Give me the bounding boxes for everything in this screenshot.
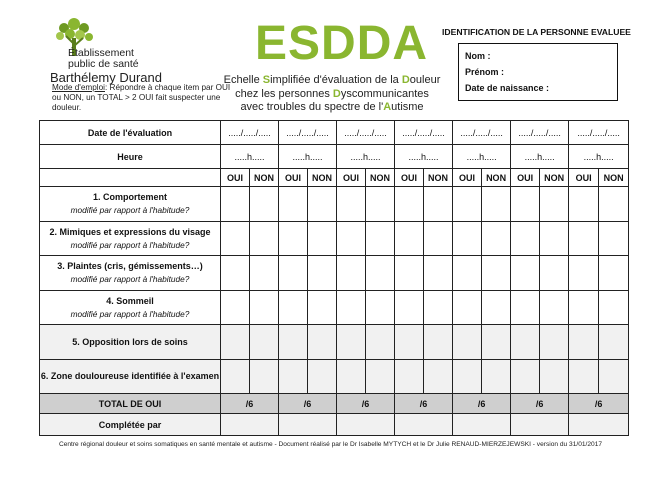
non-checkbox-cell[interactable]: [599, 187, 629, 222]
oui-header: OUI: [569, 169, 599, 187]
oui-checkbox-cell[interactable]: [569, 325, 599, 360]
non-header: NON: [424, 169, 453, 187]
instructions-text: : Répondre à chaque item par OUI ou NON, un TOTAL > 2 OUI fait suspecter une douleur.: [52, 83, 231, 112]
completee-row: [40, 414, 629, 436]
logo-name: Barthélemy Durand: [50, 70, 162, 85]
prenom-field[interactable]: Prénom :: [465, 67, 505, 77]
total-cell[interactable]: /6: [511, 394, 569, 414]
total-cell[interactable]: /6: [221, 394, 279, 414]
subtitle: [222, 74, 442, 115]
non-checkbox-cell[interactable]: [540, 256, 569, 291]
oui-header: OUI: [221, 169, 250, 187]
oui-header: OUI: [395, 169, 424, 187]
non-checkbox-cell[interactable]: [424, 325, 453, 360]
nom-field[interactable]: Nom :: [465, 51, 491, 61]
non-checkbox-cell[interactable]: [540, 325, 569, 360]
subtitle-line3: avec troubles du spectre de l'Autisme: [240, 101, 424, 113]
oui-checkbox-cell[interactable]: [337, 359, 366, 394]
completee-cell[interactable]: [511, 414, 569, 436]
item-label: [40, 187, 221, 222]
item-title: 5. Opposition lors de soins: [72, 336, 188, 347]
oui-checkbox-cell[interactable]: [395, 256, 424, 291]
non-checkbox-cell[interactable]: [366, 187, 395, 222]
item-title: 3. Plaintes (cris, gémissements…): [57, 261, 203, 272]
oui-checkbox-cell[interactable]: [395, 221, 424, 256]
logo-line2: public de santé: [68, 58, 139, 70]
non-checkbox-cell[interactable]: [424, 359, 453, 394]
oui-checkbox-cell[interactable]: [221, 187, 250, 222]
non-header: NON: [308, 169, 337, 187]
non-checkbox-cell[interactable]: [308, 359, 337, 394]
oui-checkbox-cell[interactable]: [279, 359, 308, 394]
non-checkbox-cell[interactable]: [599, 359, 629, 394]
date-naissance-field[interactable]: Date de naissance :: [465, 83, 550, 93]
oui-checkbox-cell[interactable]: [453, 221, 482, 256]
date-cell[interactable]: ...../...../.....: [395, 121, 453, 145]
logo-text: [68, 48, 139, 70]
heure-row: [40, 145, 629, 169]
oui-checkbox-cell[interactable]: [279, 187, 308, 222]
non-checkbox-cell[interactable]: [424, 290, 453, 325]
non-checkbox-cell[interactable]: [482, 256, 511, 291]
page-title: ESDDA: [255, 17, 429, 70]
oui-checkbox-cell[interactable]: [511, 187, 540, 222]
oui-checkbox-cell[interactable]: [511, 359, 540, 394]
oui-checkbox-cell[interactable]: [395, 290, 424, 325]
oui-checkbox-cell[interactable]: [453, 256, 482, 291]
non-header: NON: [540, 169, 569, 187]
item-title: 1. Comportement: [92, 192, 167, 203]
oui-header: OUI: [337, 169, 366, 187]
non-checkbox-cell[interactable]: [250, 221, 279, 256]
total-cell[interactable]: /6: [569, 394, 629, 414]
non-checkbox-cell[interactable]: [540, 290, 569, 325]
item-row: [40, 221, 629, 256]
non-checkbox-cell[interactable]: [366, 325, 395, 360]
item-label: [40, 221, 221, 256]
non-checkbox-cell[interactable]: [308, 290, 337, 325]
date-row: [40, 121, 629, 145]
oui-checkbox-cell[interactable]: [279, 256, 308, 291]
heure-cell[interactable]: .....h.....: [569, 145, 629, 169]
oui-header: OUI: [511, 169, 540, 187]
oui-checkbox-cell[interactable]: [453, 325, 482, 360]
completee-cell[interactable]: [221, 414, 279, 436]
non-checkbox-cell[interactable]: [308, 256, 337, 291]
non-checkbox-cell[interactable]: [424, 187, 453, 222]
non-checkbox-cell[interactable]: [308, 187, 337, 222]
non-header: NON: [366, 169, 395, 187]
oui-checkbox-cell[interactable]: [569, 359, 599, 394]
total-cell[interactable]: /6: [453, 394, 511, 414]
non-checkbox-cell[interactable]: [482, 325, 511, 360]
subtitle-line1: Echelle Simplifiée d'évaluation de la Douleur: [223, 74, 441, 86]
item-label: [40, 359, 221, 394]
oui-checkbox-cell[interactable]: [511, 290, 540, 325]
completee-cell[interactable]: [453, 414, 511, 436]
item-title: 2. Mimiques et expressions du visage: [49, 226, 211, 237]
non-checkbox-cell[interactable]: [540, 187, 569, 222]
blank-cell: [40, 169, 221, 187]
item-row: [40, 187, 629, 222]
completee-label: Complétée par: [40, 414, 221, 436]
oui-checkbox-cell[interactable]: [337, 187, 366, 222]
footer: Centre régional douleur et soins somatiques en santé mentale et autisme - Document réalisé par le Dr Isabelle MYTYCH et le Dr Julie RENAUD-MIERZEJEWSKI - version du 31/01/2017: [58, 441, 603, 448]
completee-cell[interactable]: [337, 414, 395, 436]
oui-checkbox-cell[interactable]: [221, 359, 250, 394]
non-checkbox-cell[interactable]: [366, 290, 395, 325]
heure-cell[interactable]: .....h.....: [453, 145, 511, 169]
non-checkbox-cell[interactable]: [250, 325, 279, 360]
item-label: [40, 325, 221, 360]
heure-cell[interactable]: .....h.....: [337, 145, 395, 169]
total-label: TOTAL DE OUI: [40, 394, 221, 414]
oui-checkbox-cell[interactable]: [395, 325, 424, 360]
oui-checkbox-cell[interactable]: [221, 256, 250, 291]
heure-cell[interactable]: .....h.....: [511, 145, 569, 169]
item-subtitle: modifié par rapport à l'habitude?: [70, 205, 190, 216]
non-checkbox-cell[interactable]: [366, 221, 395, 256]
non-checkbox-cell[interactable]: [250, 359, 279, 394]
completee-cell[interactable]: [569, 414, 629, 436]
item-title: 4. Sommeil: [106, 295, 154, 306]
non-checkbox-cell[interactable]: [599, 290, 629, 325]
oui-checkbox-cell[interactable]: [279, 221, 308, 256]
item-subtitle: modifié par rapport à l'habitude?: [70, 274, 190, 285]
date-cell[interactable]: ...../...../.....: [279, 121, 337, 145]
oui-header: OUI: [279, 169, 308, 187]
non-checkbox-cell[interactable]: [308, 325, 337, 360]
non-checkbox-cell[interactable]: [250, 290, 279, 325]
identification-box: [458, 43, 618, 101]
item-row: [40, 290, 629, 325]
oui-checkbox-cell[interactable]: [337, 325, 366, 360]
heure-cell[interactable]: .....h.....: [221, 145, 279, 169]
oui-checkbox-cell[interactable]: [569, 221, 599, 256]
total-cell[interactable]: /6: [337, 394, 395, 414]
logo-line1: Établissement: [68, 47, 134, 59]
item-row: [40, 359, 629, 394]
item-label: [40, 256, 221, 291]
date-cell[interactable]: ...../...../.....: [511, 121, 569, 145]
oui-checkbox-cell[interactable]: [279, 325, 308, 360]
total-row: [40, 394, 629, 414]
oui-checkbox-cell[interactable]: [395, 359, 424, 394]
oui-header: OUI: [453, 169, 482, 187]
oui-checkbox-cell[interactable]: [279, 290, 308, 325]
oui-checkbox-cell[interactable]: [569, 187, 599, 222]
oui-checkbox-cell[interactable]: [453, 187, 482, 222]
total-cell[interactable]: /6: [279, 394, 337, 414]
item-title: 6. Zone douloureuse identifiée à l'examen: [40, 371, 220, 382]
identification-title: IDENTIFICATION DE LA PERSONNE EVALUEE: [442, 27, 631, 37]
oui-checkbox-cell[interactable]: [221, 325, 250, 360]
non-checkbox-cell[interactable]: [540, 359, 569, 394]
heure-cell[interactable]: .....h.....: [395, 145, 453, 169]
non-checkbox-cell[interactable]: [599, 221, 629, 256]
evaluation-table: [39, 120, 629, 436]
item-subtitle: modifié par rapport à l'habitude?: [70, 308, 190, 319]
oui-checkbox-cell[interactable]: [395, 187, 424, 222]
non-checkbox-cell[interactable]: [250, 256, 279, 291]
completee-cell[interactable]: [279, 414, 337, 436]
completee-cell[interactable]: [395, 414, 453, 436]
oui-checkbox-cell[interactable]: [511, 221, 540, 256]
heure-label: Heure: [40, 145, 221, 169]
item-subtitle: modifié par rapport à l'habitude?: [70, 239, 190, 250]
item-label: [40, 290, 221, 325]
non-checkbox-cell[interactable]: [482, 359, 511, 394]
oui-checkbox-cell[interactable]: [453, 359, 482, 394]
non-checkbox-cell[interactable]: [540, 221, 569, 256]
date-label: Date de l'évaluation: [40, 121, 221, 145]
non-checkbox-cell[interactable]: [482, 221, 511, 256]
oui-checkbox-cell[interactable]: [221, 221, 250, 256]
non-header: NON: [482, 169, 511, 187]
oui-checkbox-cell[interactable]: [511, 325, 540, 360]
non-checkbox-cell[interactable]: [482, 290, 511, 325]
non-checkbox-cell[interactable]: [424, 221, 453, 256]
oui-non-header-row: [40, 169, 629, 187]
date-cell[interactable]: ...../...../.....: [337, 121, 395, 145]
non-checkbox-cell[interactable]: [482, 187, 511, 222]
non-checkbox-cell[interactable]: [366, 256, 395, 291]
item-row: [40, 325, 629, 360]
date-cell[interactable]: ...../...../.....: [453, 121, 511, 145]
non-header: NON: [250, 169, 279, 187]
date-cell[interactable]: ...../...../.....: [221, 121, 279, 145]
subtitle-line2: chez les personnes Dyscommunicantes: [235, 87, 429, 100]
non-checkbox-cell[interactable]: [308, 221, 337, 256]
non-checkbox-cell[interactable]: [366, 359, 395, 394]
non-checkbox-cell[interactable]: [599, 256, 629, 291]
oui-checkbox-cell[interactable]: [221, 290, 250, 325]
oui-checkbox-cell[interactable]: [511, 256, 540, 291]
oui-checkbox-cell[interactable]: [337, 221, 366, 256]
total-cell[interactable]: /6: [395, 394, 453, 414]
item-row: [40, 256, 629, 291]
oui-checkbox-cell[interactable]: [569, 290, 599, 325]
non-checkbox-cell[interactable]: [424, 256, 453, 291]
oui-checkbox-cell[interactable]: [337, 256, 366, 291]
non-checkbox-cell[interactable]: [250, 187, 279, 222]
non-checkbox-cell[interactable]: [599, 325, 629, 360]
heure-cell[interactable]: .....h.....: [279, 145, 337, 169]
non-header: NON: [599, 169, 629, 187]
instructions: [52, 83, 232, 113]
instructions-label: Mode d'emploi: [52, 83, 105, 92]
oui-checkbox-cell[interactable]: [453, 290, 482, 325]
oui-checkbox-cell[interactable]: [337, 290, 366, 325]
date-cell[interactable]: ...../...../.....: [569, 121, 629, 145]
oui-checkbox-cell[interactable]: [569, 256, 599, 291]
